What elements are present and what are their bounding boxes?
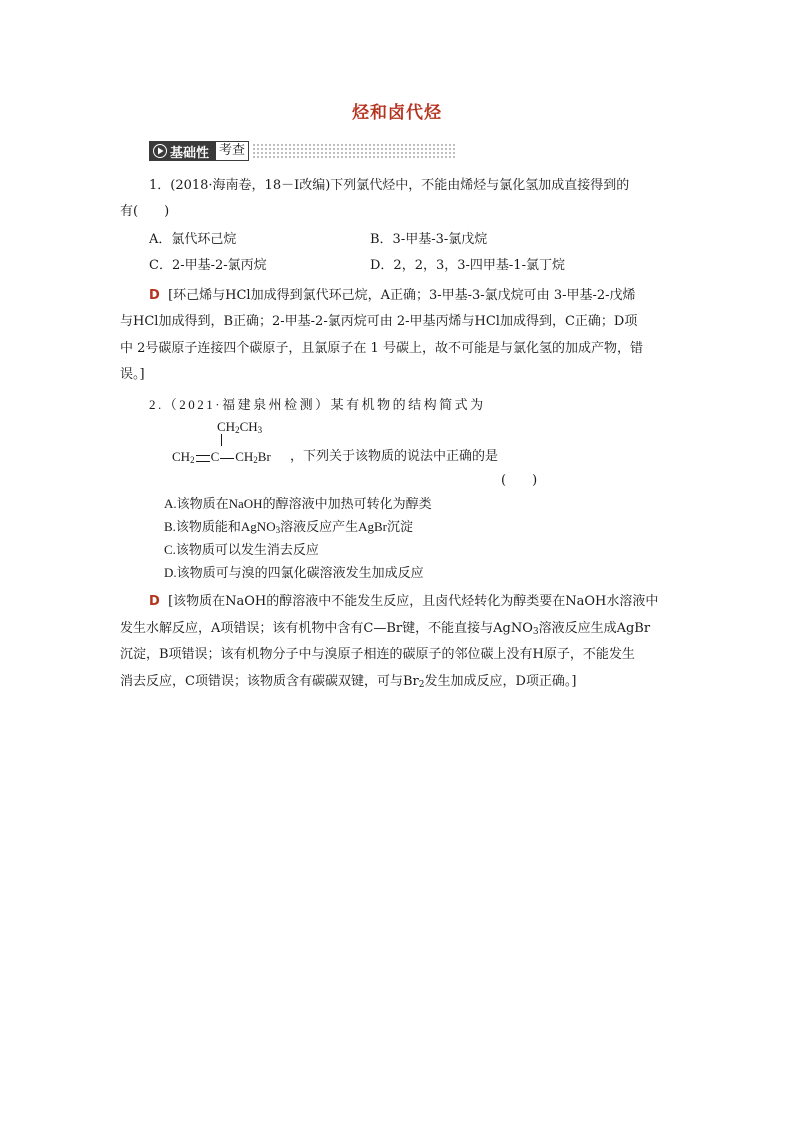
q1-explanation-line1 [149, 287, 636, 305]
q1-explanation-line3: 中 2号碳原子连接四个碳原子，且氯原子在 1 号碳上，故不可能是与氯化氢的加成产物，错 [120, 341, 643, 356]
q1-explanation-line4: 误。] [120, 367, 145, 382]
q2-explanation-line1 [149, 593, 658, 611]
single-bond [220, 458, 234, 459]
q1-option-d: D．2，2，3，3-四甲基-1-氯丁烷 [370, 258, 565, 273]
q2-struct-ethyl: $CH_2CH_3$ [217, 419, 263, 435]
q2-explanation-line2: 发生水解反应，A项错误；该有机物中含有C—Br键，不能直接与AgNO$_3$溶液反应生成AgBr [120, 621, 651, 637]
section-banner [149, 141, 456, 161]
q2-option-a: A.该物质在NaOH的醇溶液中加热可转化为醇类 [164, 496, 432, 511]
q2-stem-tail: ，下列关于该物质的说法中正确的是 [290, 449, 499, 464]
banner-dots [252, 143, 456, 159]
q2-struct-main-chain: $CH_2$ C $CH_2Br$ [172, 449, 271, 465]
q1-option-c: C．2-甲基-2-氯丙烷 [149, 258, 267, 273]
q2-option-d: D.该物质可与溴的四氯化碳溶液发生加成反应 [164, 565, 424, 580]
q2-struct-vertical-bond [221, 434, 222, 446]
q1-exp-text1: [环己烯与HCl加成得到氯代环己烷，A正确；3-甲基-3-氯戊烷可由 3-甲基-2-戊烯 [168, 288, 636, 303]
q1-option-b: B．3-甲基-3-氯戊烷 [370, 232, 488, 247]
q2-answer-paren: ( ) [501, 473, 538, 488]
q2-explanation-line3: 沉淀，B项错误；该有机物分子中与溴原子相连的碳原子的邻位碳上没有H原子，不能发生 [120, 647, 635, 662]
q2-exp-text1: [该物质在NaOH的醇溶液中不能发生反应，且卤代烃转化为醇类要在NaOH水溶液中 [168, 594, 659, 609]
q1-answer: D [149, 288, 160, 303]
q1-explanation-line2: 与HCl加成得到，B正确；2-甲基-2-氯丙烷可由 2-甲基丙烯与HCl加成得到，C正确；D项 [120, 314, 638, 329]
q1-stem-line1: 1．(2018·海南卷，18－Ⅰ改编)下列氯代烃中，不能由烯烃与氯化氢加成直接得到的 [149, 178, 630, 193]
q2-option-b: B.该物质能和AgNO$_3$溶液反应产生AgBr沉淀 [164, 519, 413, 535]
play-icon [153, 144, 167, 158]
banner-main [149, 141, 215, 161]
q1-stem-line2: 有( ) [120, 204, 170, 219]
page-title: 烃和卤代烃 [352, 103, 442, 123]
banner-sub-label: 考查 [215, 141, 249, 161]
banner-main-label: 基础性 [170, 145, 210, 161]
q2-answer: D [149, 594, 160, 609]
q2-option-c: C.该物质可以发生消去反应 [164, 542, 319, 557]
q2-stem: 2.（2021·福建泉州检测）某有机物的结构简式为 [149, 397, 486, 412]
double-bond [196, 455, 210, 462]
q2-explanation-line4: 消去反应，C项错误；该物质含有碳碳双键，可与$Br_2$发生加成反应，D项正确。] [120, 674, 577, 690]
q1-option-a: A．氯代环己烷 [149, 232, 237, 247]
